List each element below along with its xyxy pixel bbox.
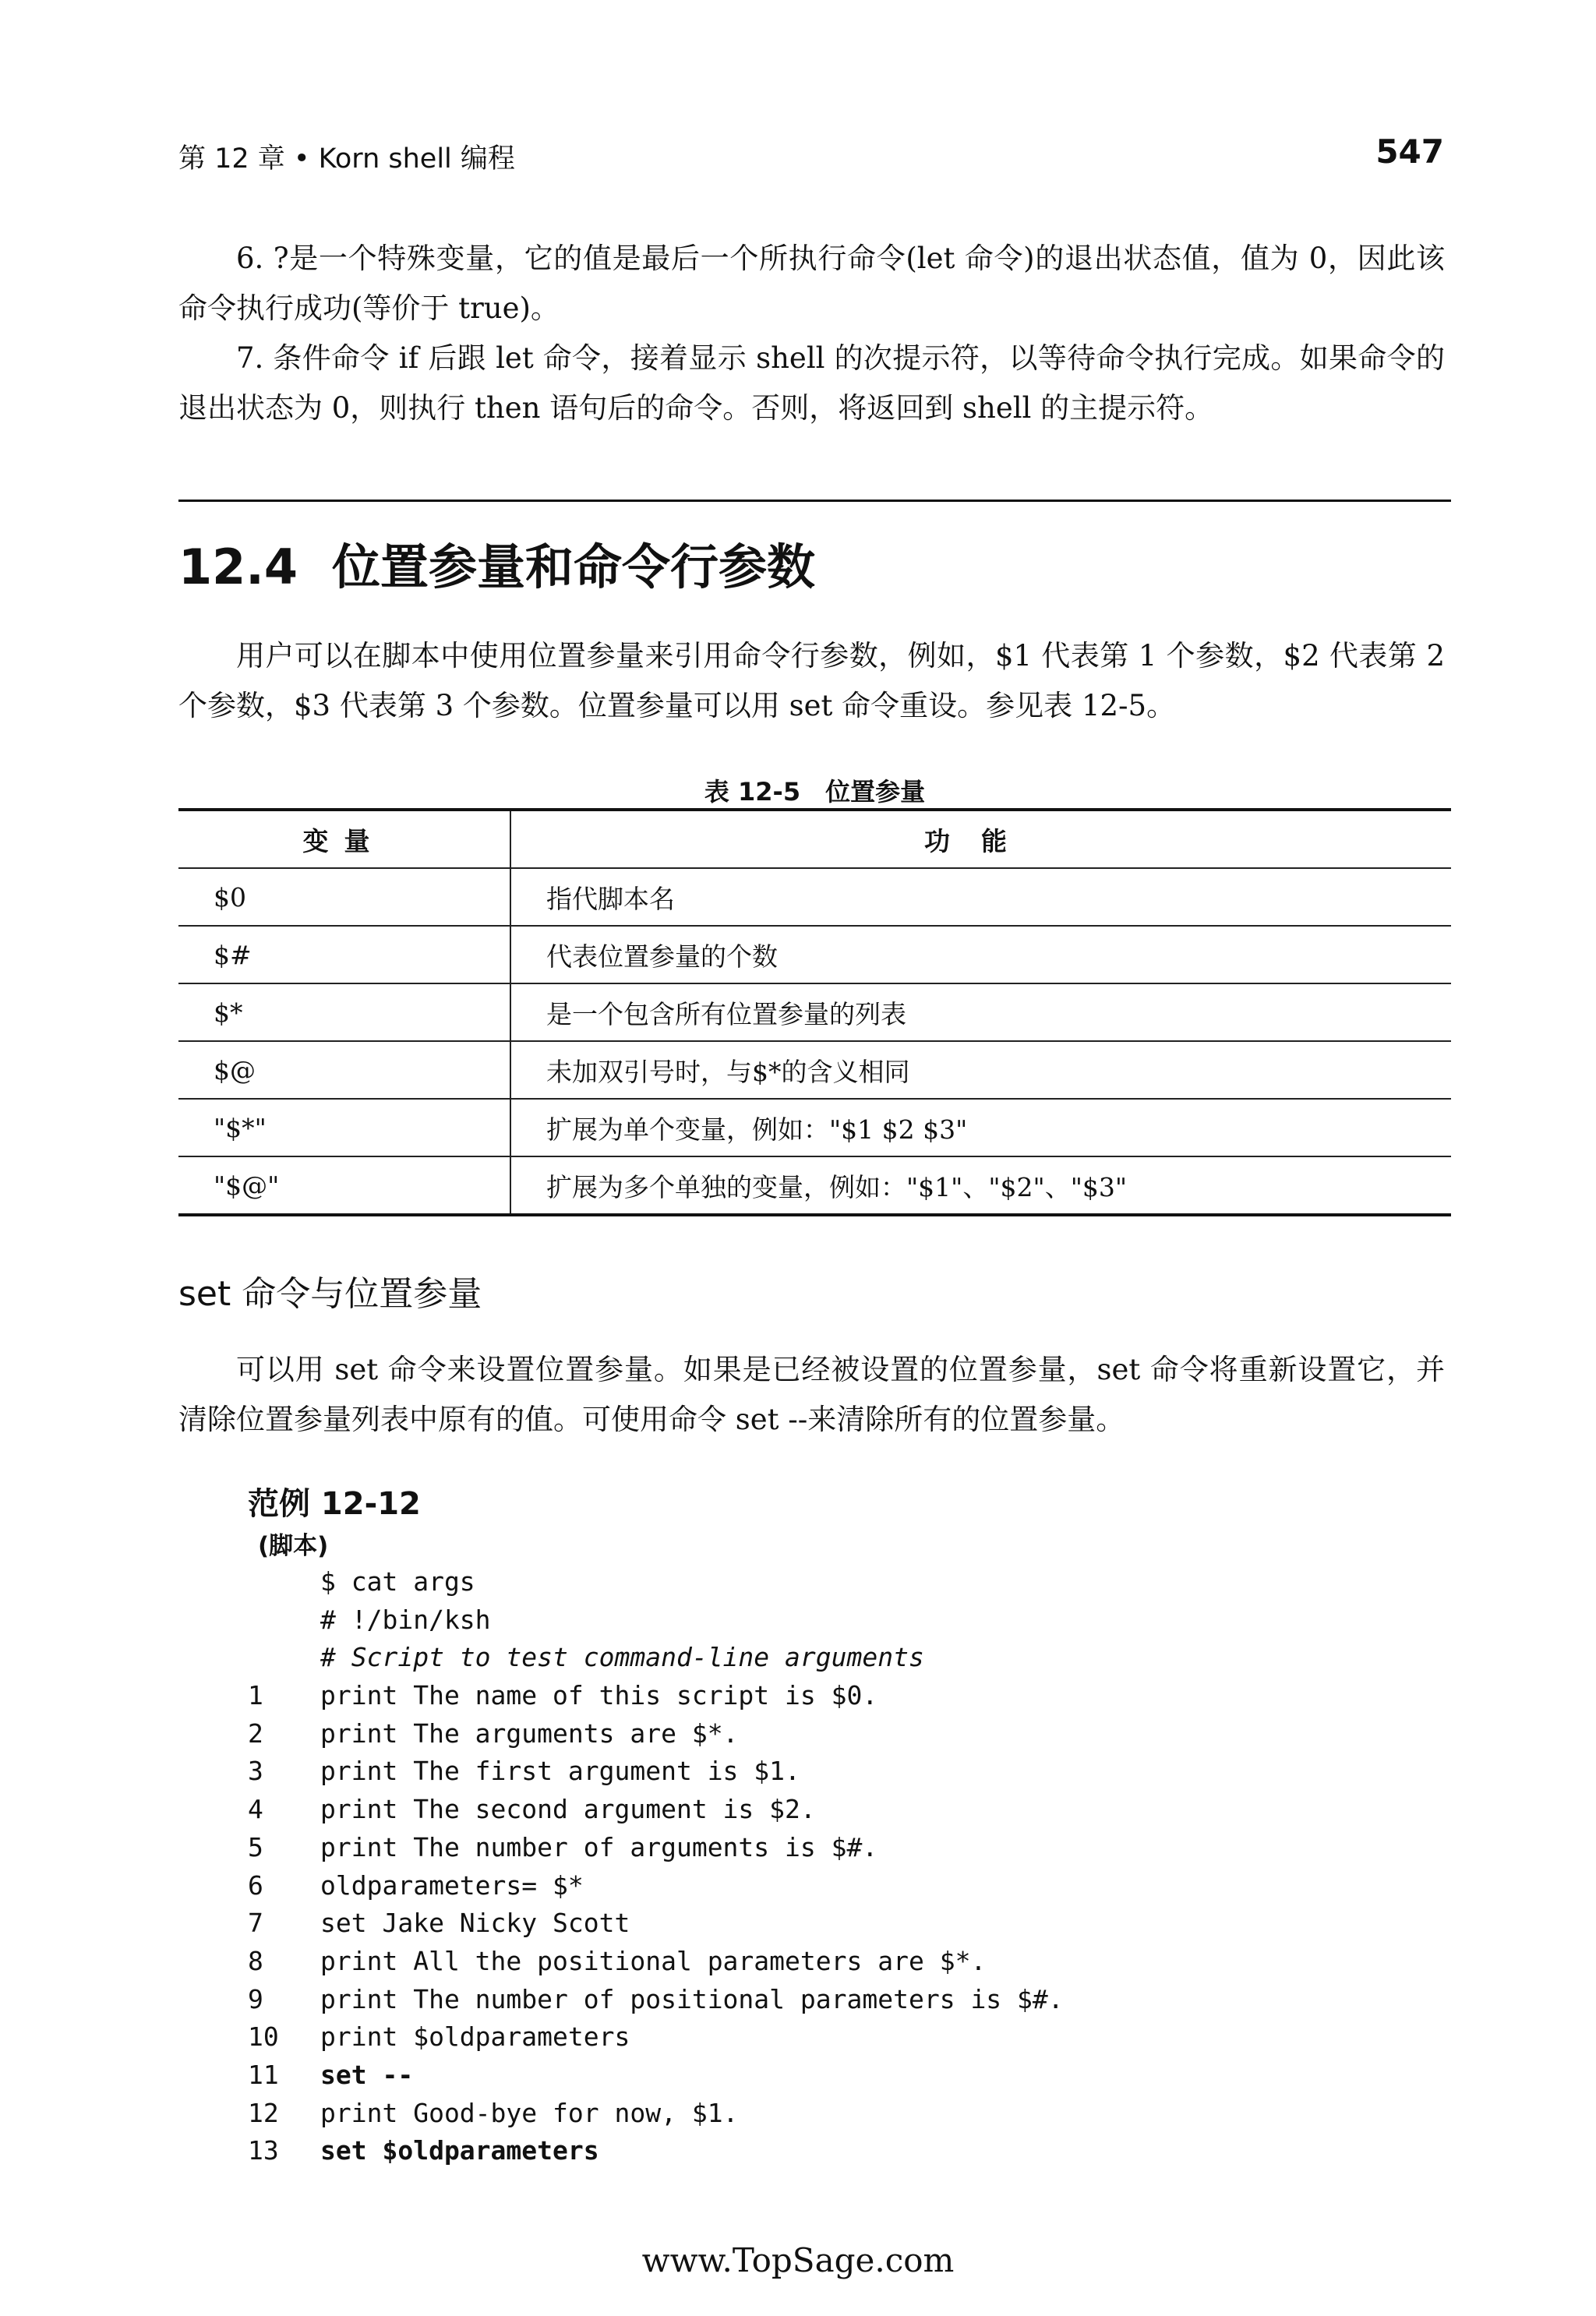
code-line (248, 2095, 1064, 2133)
table-row (178, 868, 1451, 926)
footer-url: www.TopSage.com (641, 2241, 955, 2279)
section-divider (178, 500, 1451, 502)
table-row (178, 1156, 1451, 1215)
code-line (248, 1867, 1064, 1905)
table-row (178, 1041, 1451, 1099)
code-text: print The arguments are $*. (320, 1718, 739, 1749)
table-caption: 表 12-5 位置参量 (704, 777, 926, 807)
code-text: print The name of this script is $0. (320, 1680, 878, 1711)
section-title: 位置参量和命令行参数 (332, 538, 816, 595)
code-line (248, 1943, 1064, 1981)
line-number: 11 (248, 2059, 279, 2090)
code-line (248, 1905, 1064, 1943)
code-text: set -- (320, 2059, 414, 2090)
intro-item-7: 7. 条件命令 if 后跟 let 命令，接着显示 shell 的次提示符，以等待命令执行完成。如果命令的退出状态为 0，则执行 then 语句后的命令。否则，将返回到 shell 的主提示符。 (178, 341, 1445, 425)
line-number: 4 (248, 1794, 263, 1825)
line-number: 7 (248, 1908, 263, 1939)
code-text: print Good-bye for now, $1. (320, 2097, 739, 2128)
page-number: 547 (1375, 132, 1444, 171)
function-cell: 未加双引号时，与$*的含义相同 (510, 1041, 1451, 1099)
code-text: # Script to test command-line arguments (320, 1642, 924, 1673)
code-line (248, 1753, 1064, 1791)
subsection-body (178, 1345, 1445, 1445)
code-line (248, 2132, 1064, 2170)
line-number: 10 (248, 2021, 279, 2053)
code-line (248, 1601, 1064, 1640)
function-cell: 扩展为单个变量，例如："$1 $2 $3" (510, 1099, 1451, 1156)
code-text: print $oldparameters (320, 2021, 630, 2053)
function-cell: 扩展为多个单独的变量，例如："$1"、"$2"、"$3" (510, 1156, 1451, 1215)
column-header-variable: 变量 (178, 810, 510, 868)
code-text: print All the positional parameters are $*. (320, 1945, 987, 1976)
example-note: (脚本) (258, 1532, 329, 1560)
table-header-row (178, 810, 1451, 868)
code-text: print The first argument is $1. (320, 1756, 800, 1787)
code-line (248, 1791, 1064, 1829)
intro-item-6: 6. ?是一个特殊变量，它的值是最后一个所执行命令(let 命令)的退出状态值，值为 0，因此该命令执行成功(等价于 true)。 (178, 242, 1445, 325)
code-line (248, 1563, 1064, 1601)
section-heading (178, 528, 815, 598)
code-text: set $oldparameters (320, 2135, 599, 2166)
code-text: set Jake Nicky Scott (320, 1908, 630, 1939)
code-text: print The number of positional parameters is $#. (320, 1983, 1064, 2014)
intro-items (178, 234, 1445, 433)
variable-cell: $@ (178, 1041, 510, 1099)
variable-cell: "$*" (178, 1099, 510, 1156)
section-number: 12.4 (178, 538, 298, 595)
table-row (178, 983, 1451, 1041)
variable-cell: $* (178, 983, 510, 1041)
subsection-heading: set 命令与位置参量 (178, 1274, 482, 1314)
code-text: $ cat args (320, 1566, 475, 1597)
table-row (178, 1099, 1451, 1156)
line-number: 1 (248, 1680, 263, 1711)
function-cell: 指代脚本名 (510, 868, 1451, 926)
line-number: 8 (248, 1945, 263, 1976)
code-listing (248, 1563, 1064, 2170)
function-cell: 代表位置参量的个数 (510, 926, 1451, 983)
line-number: 5 (248, 1831, 263, 1862)
line-number: 12 (248, 2097, 279, 2128)
subsection-paragraph: 可以用 set 命令来设置位置参量。如果是已经被设置的位置参量，set 命令将重新设置它，并清除位置参量列表中原有的值。可使用命令 set --来清除所有的位置参量。 (178, 1353, 1445, 1436)
code-text: # !/bin/ksh (320, 1604, 491, 1635)
code-line (248, 1715, 1064, 1753)
line-number: 9 (248, 1983, 263, 2014)
line-number: 2 (248, 1718, 263, 1749)
line-number: 13 (248, 2135, 279, 2166)
column-header-function: 功能 (510, 810, 1451, 868)
variable-cell: "$@" (178, 1156, 510, 1215)
section-body (178, 631, 1445, 731)
code-text: oldparameters= $* (320, 1869, 584, 1901)
line-number: 6 (248, 1869, 263, 1901)
function-cell: 是一个包含所有位置参量的列表 (510, 983, 1451, 1041)
code-line (248, 1677, 1064, 1715)
code-line (248, 1829, 1064, 1867)
table-row (178, 926, 1451, 983)
code-line (248, 2057, 1064, 2095)
variable-cell: $# (178, 926, 510, 983)
example-title: 范例 12-12 (248, 1486, 421, 1522)
line-number: 3 (248, 1756, 263, 1787)
variable-cell: $0 (178, 868, 510, 926)
code-text: print The number of arguments is $#. (320, 1831, 878, 1862)
code-line (248, 1639, 1064, 1677)
running-header: 第 12 章 • Korn shell 编程 (178, 143, 515, 175)
section-paragraph: 用户可以在脚本中使用位置参量来引用命令行参数，例如，$1 代表第 1 个参数，$2 代表第 2 个参数，$3 代表第 3 个参数。位置参量可以用 set 命令重设。参见表 12-5。 (178, 639, 1445, 722)
code-text: print The second argument is $2. (320, 1794, 816, 1825)
code-line (248, 2018, 1064, 2057)
positional-parameter-table (178, 808, 1451, 1216)
code-line (248, 1981, 1064, 2019)
